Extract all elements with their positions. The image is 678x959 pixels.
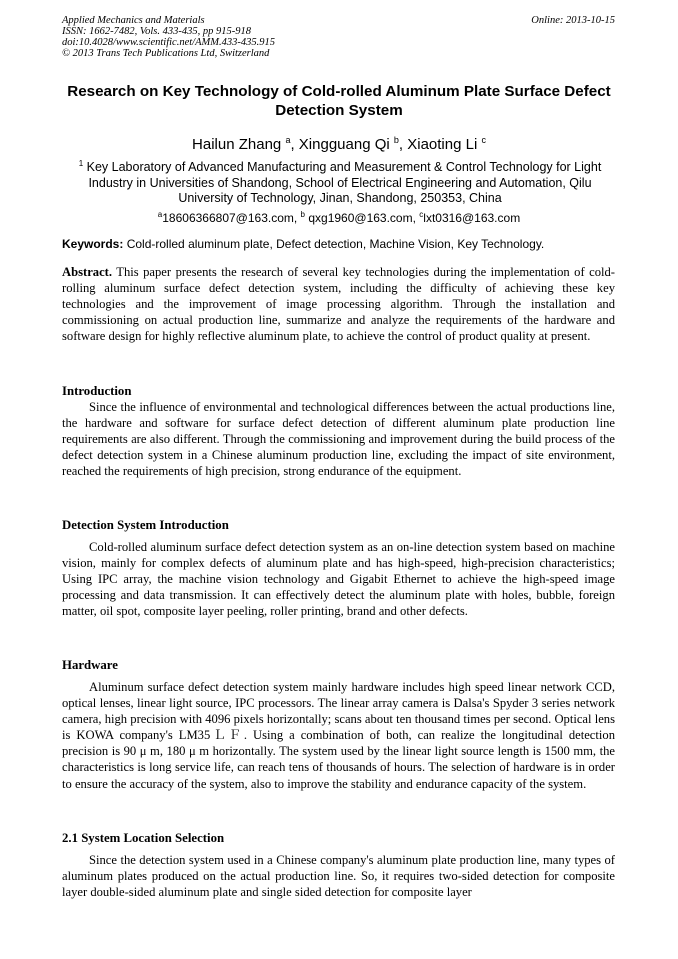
section-body [62,539,615,619]
email-address: 18606366807@163.com, [162,211,298,225]
keywords [62,237,616,252]
section-heading: Introduction [62,384,132,398]
doi-line: doi:10.4028/www.scientific.net/AMM.433-435.915 [62,37,275,48]
email-address: lxt0316@163.com [423,211,521,225]
copyright-line: © 2013 Trans Tech Publications Ltd, Switzerland [62,48,270,59]
section-body [62,852,615,900]
email-mark: a [157,210,163,219]
affiliation [70,156,610,207]
section-body [62,399,615,479]
author-mark: a [285,135,291,145]
email-mark: c [419,210,424,219]
journal-name: Applied Mechanics and Materials [62,15,205,26]
author-mark: c [481,135,486,145]
section-heading: Detection System Introduction [62,518,229,532]
email-list [62,207,616,226]
paragraph: Aluminum surface defect detection system mainly hardware includes high speed linear network CCD, optical lenses, linear light source, IPC processors. The linear array camera is Dalsa's Spyder 3 series network camera, high precision with 4096 pixels horizontally; scans about ten thousand times per second. Optical lens is KOWA company's LM35ＬＦ. Using a combination of both, can realize the longitudinal detection precision is 90 μ m, 180 μ m horizontally. The system used by the linear light source length is 1500 mm, the characteristics is long service life, can reach tens of thousands of hours. The selection of hardware is in order to ensure the accuracy of the system, also to improve the stability and endurance capacity of the system. [62,680,615,791]
author-separator: , [290,136,295,153]
author-separator: , [398,136,404,153]
section-heading: 2.1 System Location Selection [62,831,225,845]
email-address: qxg1960@163.com, [308,211,416,225]
author-list [62,131,616,154]
online-date: Online: 2013-10-15 [531,15,615,26]
abstract [62,264,615,344]
section-body [62,679,615,792]
author-name: Xingguang Qi [298,136,390,153]
author-mark: b [393,135,399,145]
paragraph: Cold-rolled aluminum surface defect detection system as an on-line detection system based on machine vision, mainly for complex defects of aluminum plate and has high-speed, high-precision characteristics; Using IPC array, the machine vision technology and Gigabit Ethernet to achieve the high-speed image processing and data transmission. It can effectively detect the aluminum plate with holes, bubble, foreign matter, oil spot, composite layer peeling, roller printing, brand and other defects. [62,540,615,619]
keywords-text: Cold-rolled aluminum plate, Defect detection, Machine Vision, Key Technology. [126,237,545,251]
journal-header [62,15,275,59]
paragraph: Since the detection system used in a Chinese company's aluminum plate production line, many types of aluminum plates produced on the actual production line. So, it requires two-sided detection for composite layer double-sided aluminum plate and single sided detection for composite layer [62,853,615,900]
keywords-label: Keywords: [62,237,124,251]
abstract-paragraph [62,264,615,344]
paper-title: Research on Key Technology of Cold-rolled Aluminum Plate Surface Defect Detection System [67,83,611,119]
abstract-text: This paper presents the research of several key technologies during the implementation of cold-rolling aluminum surface defect detection system, including the difficulty of achieving these key technologies and the improvement of image processing algorithm. Through the installation and commissioning on actual production line, summarize and analyze the requirements of the hardware and software design for highly reflective aluminum plate, to achieve the control of product quality at present. [62,265,616,344]
section-heading: Hardware [62,658,118,672]
issn-line: ISSN: 1662-7482, Vols. 433-435, pp 915-918 [62,26,251,37]
email-mark: b [300,210,305,219]
author-name: Hailun Zhang [192,136,282,153]
paragraph: Since the influence of environmental and technological differences between the actual productions line, the hardware and software for surface defect detection of different aluminum plate production line requirements are also different. Through the commissioning and improvement during the build process of the defect detection system in a Chinese aluminum production line, excluding the impact of site environment, reached the requirements of high precision, strong endurance of the equipment. [62,400,615,479]
affiliation-mark: 1 [78,159,84,168]
abstract-label: Abstract. [62,265,113,279]
affiliation-text: Key Laboratory of Advanced Manufacturing and Measurement & Control Technology for Light Industry in Universities of Shandong, School of Electrical Engineering and Automation, Qilu University of Technology, Jinan, Shandong, 250353, China [86,160,602,206]
author-name: Xiaoting Li [407,136,478,153]
